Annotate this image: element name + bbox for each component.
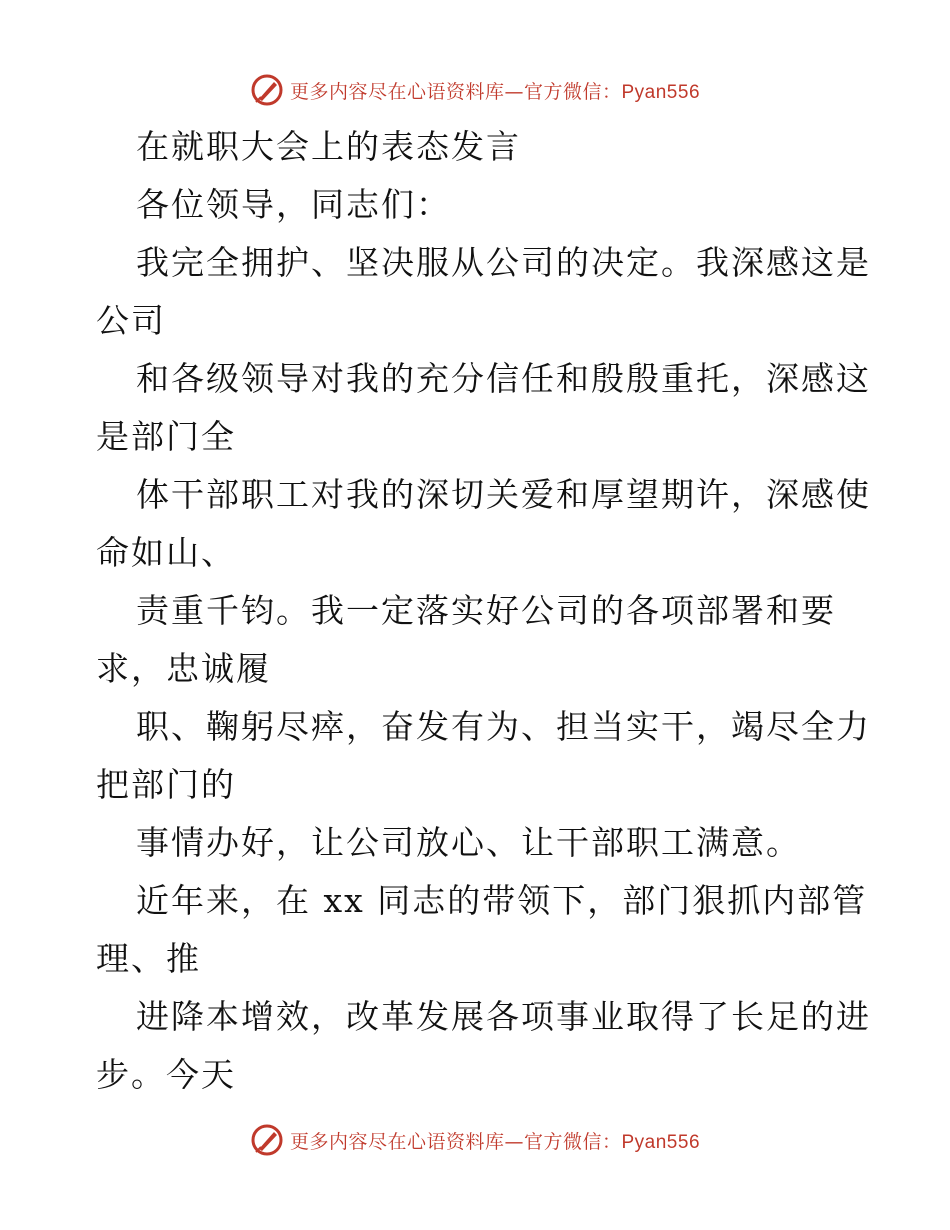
doc-line: 把部门的: [96, 765, 236, 804]
doc-line: 求，忠诚履: [96, 649, 271, 688]
watermark-account: Pyan556: [621, 1131, 701, 1153]
doc-line: 近年来，在 xx 同志的带领下，部门狠抓内部管: [136, 881, 868, 920]
watermark-text: [290, 1127, 700, 1154]
watermark-label: 官方微信：: [523, 1130, 622, 1153]
doc-line: 职、鞠躬尽瘁，奋发有为、担当实干，竭尽全力: [136, 707, 871, 746]
quill-logo-icon: [250, 1123, 284, 1157]
doc-line: 事情办好，让公司放心、让干部职工满意。: [136, 823, 801, 862]
doc-line: 责重千钧。我一定落实好公司的各项部署和要: [136, 591, 836, 630]
doc-line: 公司: [96, 301, 166, 340]
doc-line: 我完全拥护、坚决服从公司的决定。我深感这是: [136, 243, 871, 282]
watermark-account: Pyan556: [621, 81, 701, 103]
footer-watermark: [0, 1120, 950, 1160]
doc-line: 进降本增效，改革发展各项事业取得了长足的进: [136, 997, 871, 1036]
doc-line: 各位领导，同志们：: [136, 185, 451, 224]
doc-line: 在就职大会上的表态发言: [136, 127, 521, 166]
header-watermark: [0, 70, 950, 110]
document-body: [96, 118, 871, 1104]
doc-line: 和各级领导对我的充分信任和殷殷重托，深感这: [136, 359, 871, 398]
watermark-prefix: 更多内容尽在心语资料库: [289, 1130, 505, 1153]
watermark-dash: —: [504, 1130, 524, 1153]
watermark-text: [290, 77, 700, 104]
doc-line: 命如山、: [96, 533, 236, 572]
doc-line: 步。今天: [96, 1055, 236, 1094]
watermark-prefix: 更多内容尽在心语资料库: [289, 80, 505, 103]
doc-line: 体干部职工对我的深切关爱和厚望期许，深感使: [136, 475, 871, 514]
quill-logo-icon: [250, 73, 284, 107]
doc-line: 是部门全: [96, 417, 236, 456]
watermark-label: 官方微信：: [523, 80, 622, 103]
watermark-dash: —: [504, 80, 524, 103]
doc-line: 理、推: [96, 939, 201, 978]
